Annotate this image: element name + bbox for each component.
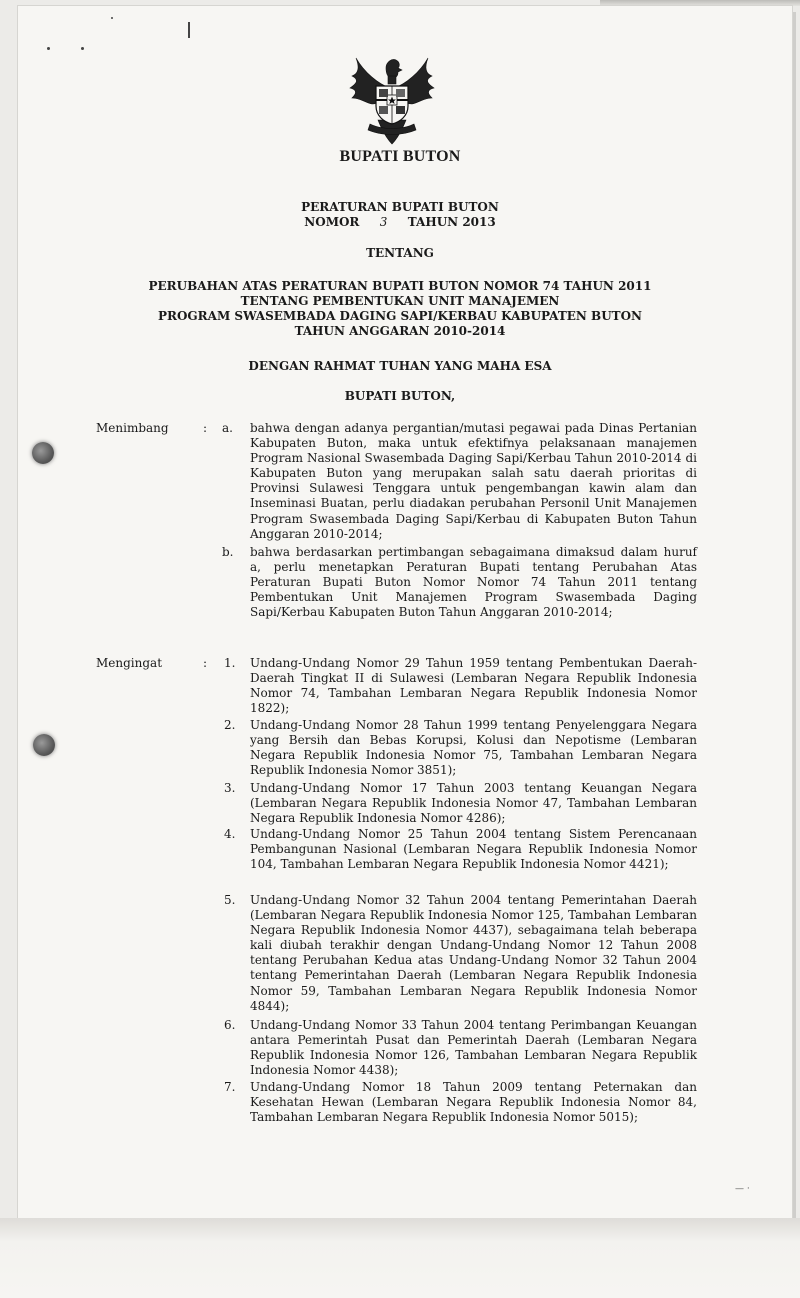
mengingat-item-text: Undang-Undang Nomor 28 Tahun 1999 tentang Penyelenggara Negara yang Bersih dan Bebas Korupsi, Kolusi dan Nepotisme (Lembaran Negara Republik Indonesia Nomor 75, Tambahan Lembaran Negara Republik Indonesia Nomor 3851); bbox=[250, 718, 697, 778]
menimbang-item-text: bahwa berdasarkan pertimbangan sebagaimana dimaksud dalam huruf a, perlu menetapkan Peraturan Bupati tentang Perubahan Atas Peraturan Bupati Buton Nomor Nomor 74 Tahun 2011 tentang Pembentukan Unit Manajemen Program Swasembada Daging Sapi/Kerbau Kabupaten Buton Tahun Anggaran 2010-2014; bbox=[250, 545, 697, 620]
mengingat-item-num: 1. bbox=[224, 656, 236, 670]
regulation-subject bbox=[0, 279, 800, 339]
regulation-title: PERATURAN BUPATI BUTON bbox=[301, 200, 499, 214]
mengingat-item-text: Undang-Undang Nomor 33 Tahun 2004 tentang Perimbangan Keuangan antara Pemerintah Pusat dan Pemerintah Daerah (Lembaran Negara Republik Indonesia Nomor 126, Tambahan Lembaran Negara Republik Indonesia Nomor 4438); bbox=[250, 1018, 697, 1078]
menimbang-item-num: a. bbox=[222, 421, 233, 435]
mengingat-colon: : bbox=[203, 656, 208, 670]
institution-name: BUPATI BUTON bbox=[339, 148, 461, 165]
mengingat-item-text: Undang-Undang Nomor 17 Tahun 2003 tentang Keuangan Negara (Lembaran Negara Republik Indonesia Nomor 47, Tambahan Lembaran Negara Republik Indonesia Nomor 4286); bbox=[250, 781, 697, 826]
tahun-label: TAHUN 2013 bbox=[407, 215, 496, 229]
scan-speck bbox=[47, 47, 50, 50]
scan-speck bbox=[81, 47, 84, 50]
menimbang-item-num: b. bbox=[222, 545, 234, 559]
scan-speck bbox=[111, 17, 113, 19]
mengingat-item-num: 6. bbox=[224, 1018, 236, 1032]
nomor-label: NOMOR bbox=[304, 215, 360, 229]
scan-dash-mark: — · bbox=[735, 1184, 750, 1194]
mengingat-item-num: 5. bbox=[224, 893, 236, 907]
menimbang-label: Menimbang bbox=[96, 421, 169, 435]
garuda-crest-icon bbox=[342, 54, 442, 150]
tentang-heading: TENTANG bbox=[366, 246, 434, 260]
mengingat-item-text: Undang-Undang Nomor 32 Tahun 2004 tentang Pemerintahan Daerah (Lembaran Negara Republik Indonesia Nomor 125, Tambahan Lembaran Negara Republik Indonesia Nomor 4437), sebagaimana telah beberapa kali diubah terakhir dengan Undang-Undang Nomor 12 Tahun 2008 tentang Perubahan Kedua atas Undang-Undang Nomor 32 Tahun 2004 tentang Pemerintahan Daerah (Lembaran Negara Republik Indonesia Nomor 59, Tambahan Lembaran Negara Republik Indonesia Nomor 4844); bbox=[250, 893, 697, 1013]
mengingat-item-text: Undang-Undang Nomor 29 Tahun 1959 tentang Pembentukan Daerah-Daerah Tingkat II di Sulawesi (Lembaran Negara Republik Indonesia Nomor 74, Tambahan Lembaran Negara Republik Indonesia Nomor 1822); bbox=[250, 656, 697, 716]
mengingat-item-num: 4. bbox=[224, 827, 236, 841]
mengingat-label: Mengingat bbox=[96, 656, 163, 670]
subject-line: PROGRAM SWASEMBADA DAGING SAPI/KERBAU KABUPATEN BUTON bbox=[157, 309, 643, 323]
punch-hole-icon bbox=[33, 734, 55, 756]
subject-line: PERUBAHAN ATAS PERATURAN BUPATI BUTON NOMOR 74 TAHUN 2011 bbox=[148, 279, 652, 293]
punch-hole-icon bbox=[32, 442, 54, 464]
regulation-number bbox=[0, 215, 800, 230]
subject-line: TENTANG PEMBENTUKAN UNIT MANAJEMEN bbox=[240, 294, 560, 308]
mengingat-item-num: 2. bbox=[224, 718, 236, 732]
mengingat-item-text: Undang-Undang Nomor 25 Tahun 2004 tentang Sistem Perencanaan Pembangunan Nasional (Lembaran Negara Republik Indonesia Nomor 104, Tambahan Lembaran Negara Republik Indonesia Nomor 4421); bbox=[250, 827, 697, 872]
rahmat-line: DENGAN RAHMAT TUHAN YANG MAHA ESA bbox=[248, 359, 552, 373]
menimbang-colon: : bbox=[203, 421, 208, 435]
mengingat-item-num: 3. bbox=[224, 781, 236, 795]
issuer-line: BUPATI BUTON, bbox=[344, 389, 456, 403]
scan-edge-bottom bbox=[0, 1218, 800, 1298]
mengingat-item-num: 7. bbox=[224, 1080, 236, 1094]
scan-speck bbox=[188, 22, 190, 38]
menimbang-item-text: bahwa dengan adanya pergantian/mutasi pegawai pada Dinas Pertanian Kabupaten Buton, maka untuk efektifnya pelaksanaan manajemen Program Nasional Swasembada Daging Sapi/Kerbau Tahun 2010-2014 di Kabupaten Buton yang merupakan salah satu daerah prioritas di Provinsi Sulawesi Tenggara untuk pengembangan kawin alam dan Inseminasi Buatan, perlu diadakan perubahan Personil Unit Manajemen Program Swasembada Daging Sapi/Kerbau di Kabupaten Buton Tahun Anggaran 2010-2014; bbox=[250, 421, 697, 541]
nomor-value: 3 bbox=[379, 215, 388, 229]
subject-line: TAHUN ANGGARAN 2010-2014 bbox=[294, 324, 506, 338]
mengingat-item-text: Undang-Undang Nomor 18 Tahun 2009 tentang Peternakan dan Kesehatan Hewan (Lembaran Negara Republik Indonesia Nomor 84, Tambahan Lembaran Negara Republik Indonesia Nomor 5015); bbox=[250, 1080, 697, 1125]
